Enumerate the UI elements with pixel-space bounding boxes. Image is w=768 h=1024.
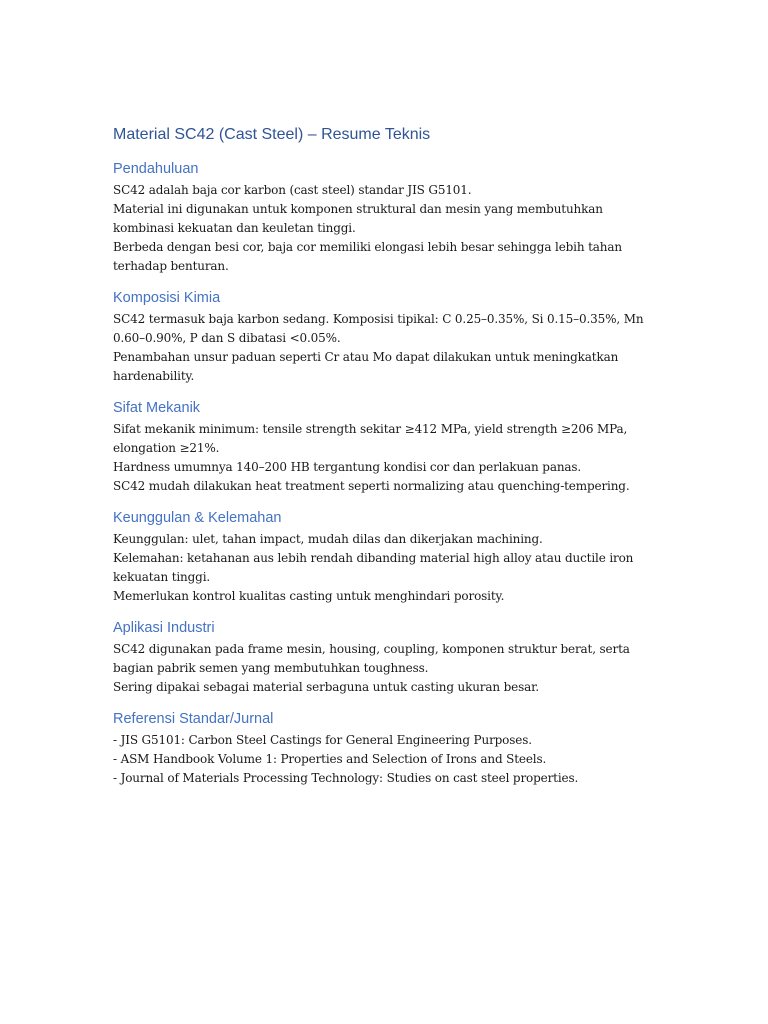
paragraph: SC42 mudah dilakukan heat treatment seperti normalizing atau quenching-tempering. xyxy=(113,479,630,493)
reference-item: - Journal of Materials Processing Technology: Studies on cast steel properties. xyxy=(113,771,579,785)
paragraph: Memerlukan kontrol kualitas casting untuk menghindari porosity. xyxy=(113,589,505,603)
section-heading: Referensi Standar/Jurnal xyxy=(113,711,274,727)
section-heading: Pendahuluan xyxy=(113,161,199,177)
reference-item: - JIS G5101: Carbon Steel Castings for General Engineering Purposes. xyxy=(113,733,532,747)
paragraph: SC42 adalah baja cor karbon (cast steel) standar JIS G5101. xyxy=(113,183,472,197)
section-sifat-mekanik xyxy=(113,398,658,496)
section-heading: Aplikasi Industri xyxy=(113,620,215,636)
paragraph: Berbeda dengan besi cor, baja cor memiliki elongasi lebih besar sehingga lebih tahan terhadap benturan. xyxy=(113,240,622,273)
document-title: Material SC42 (Cast Steel) – Resume Teknis xyxy=(113,126,431,143)
paragraph: Sifat mekanik minimum: tensile strength sekitar ≥412 MPa, yield strength ≥206 MPa, elongation ≥21%. xyxy=(113,422,628,455)
section-pendahuluan xyxy=(113,159,658,276)
paragraph: Keunggulan: ulet, tahan impact, mudah dilas dan dikerjakan machining. xyxy=(113,532,543,546)
paragraph: Kelemahan: ketahanan aus lebih rendah dibanding material high alloy atau ductile iron kekuatan tinggi. xyxy=(113,551,634,584)
document-page xyxy=(113,124,658,800)
reference-item: - ASM Handbook Volume 1: Properties and Selection of Irons and Steels. xyxy=(113,752,547,766)
section-aplikasi-industri xyxy=(113,618,658,697)
section-heading: Sifat Mekanik xyxy=(113,400,201,416)
section-heading: Keunggulan & Kelemahan xyxy=(113,510,282,526)
section-keunggulan-kelemahan xyxy=(113,508,658,606)
section-heading: Komposisi Kimia xyxy=(113,290,221,306)
section-referensi xyxy=(113,709,658,788)
paragraph: SC42 termasuk baja karbon sedang. Komposisi tipikal: C 0.25–0.35%, Si 0.15–0.35%, Mn 0.60–0.90%, P dan S dibatasi <0.05%. xyxy=(113,312,644,345)
paragraph: Penambahan unsur paduan seperti Cr atau Mo dapat dilakukan untuk meningkatkan hardenability. xyxy=(113,350,619,383)
paragraph: Hardness umumnya 140–200 HB tergantung kondisi cor dan perlakuan panas. xyxy=(113,460,582,474)
paragraph: Material ini digunakan untuk komponen struktural dan mesin yang membutuhkan kombinasi kekuatan dan keuletan tinggi. xyxy=(113,202,603,235)
section-komposisi-kimia xyxy=(113,288,658,386)
paragraph: SC42 digunakan pada frame mesin, housing, coupling, komponen struktur berat, serta bagian pabrik semen yang membutuhkan toughness. xyxy=(113,642,630,675)
paragraph: Sering dipakai sebagai material serbaguna untuk casting ukuran besar. xyxy=(113,680,540,694)
